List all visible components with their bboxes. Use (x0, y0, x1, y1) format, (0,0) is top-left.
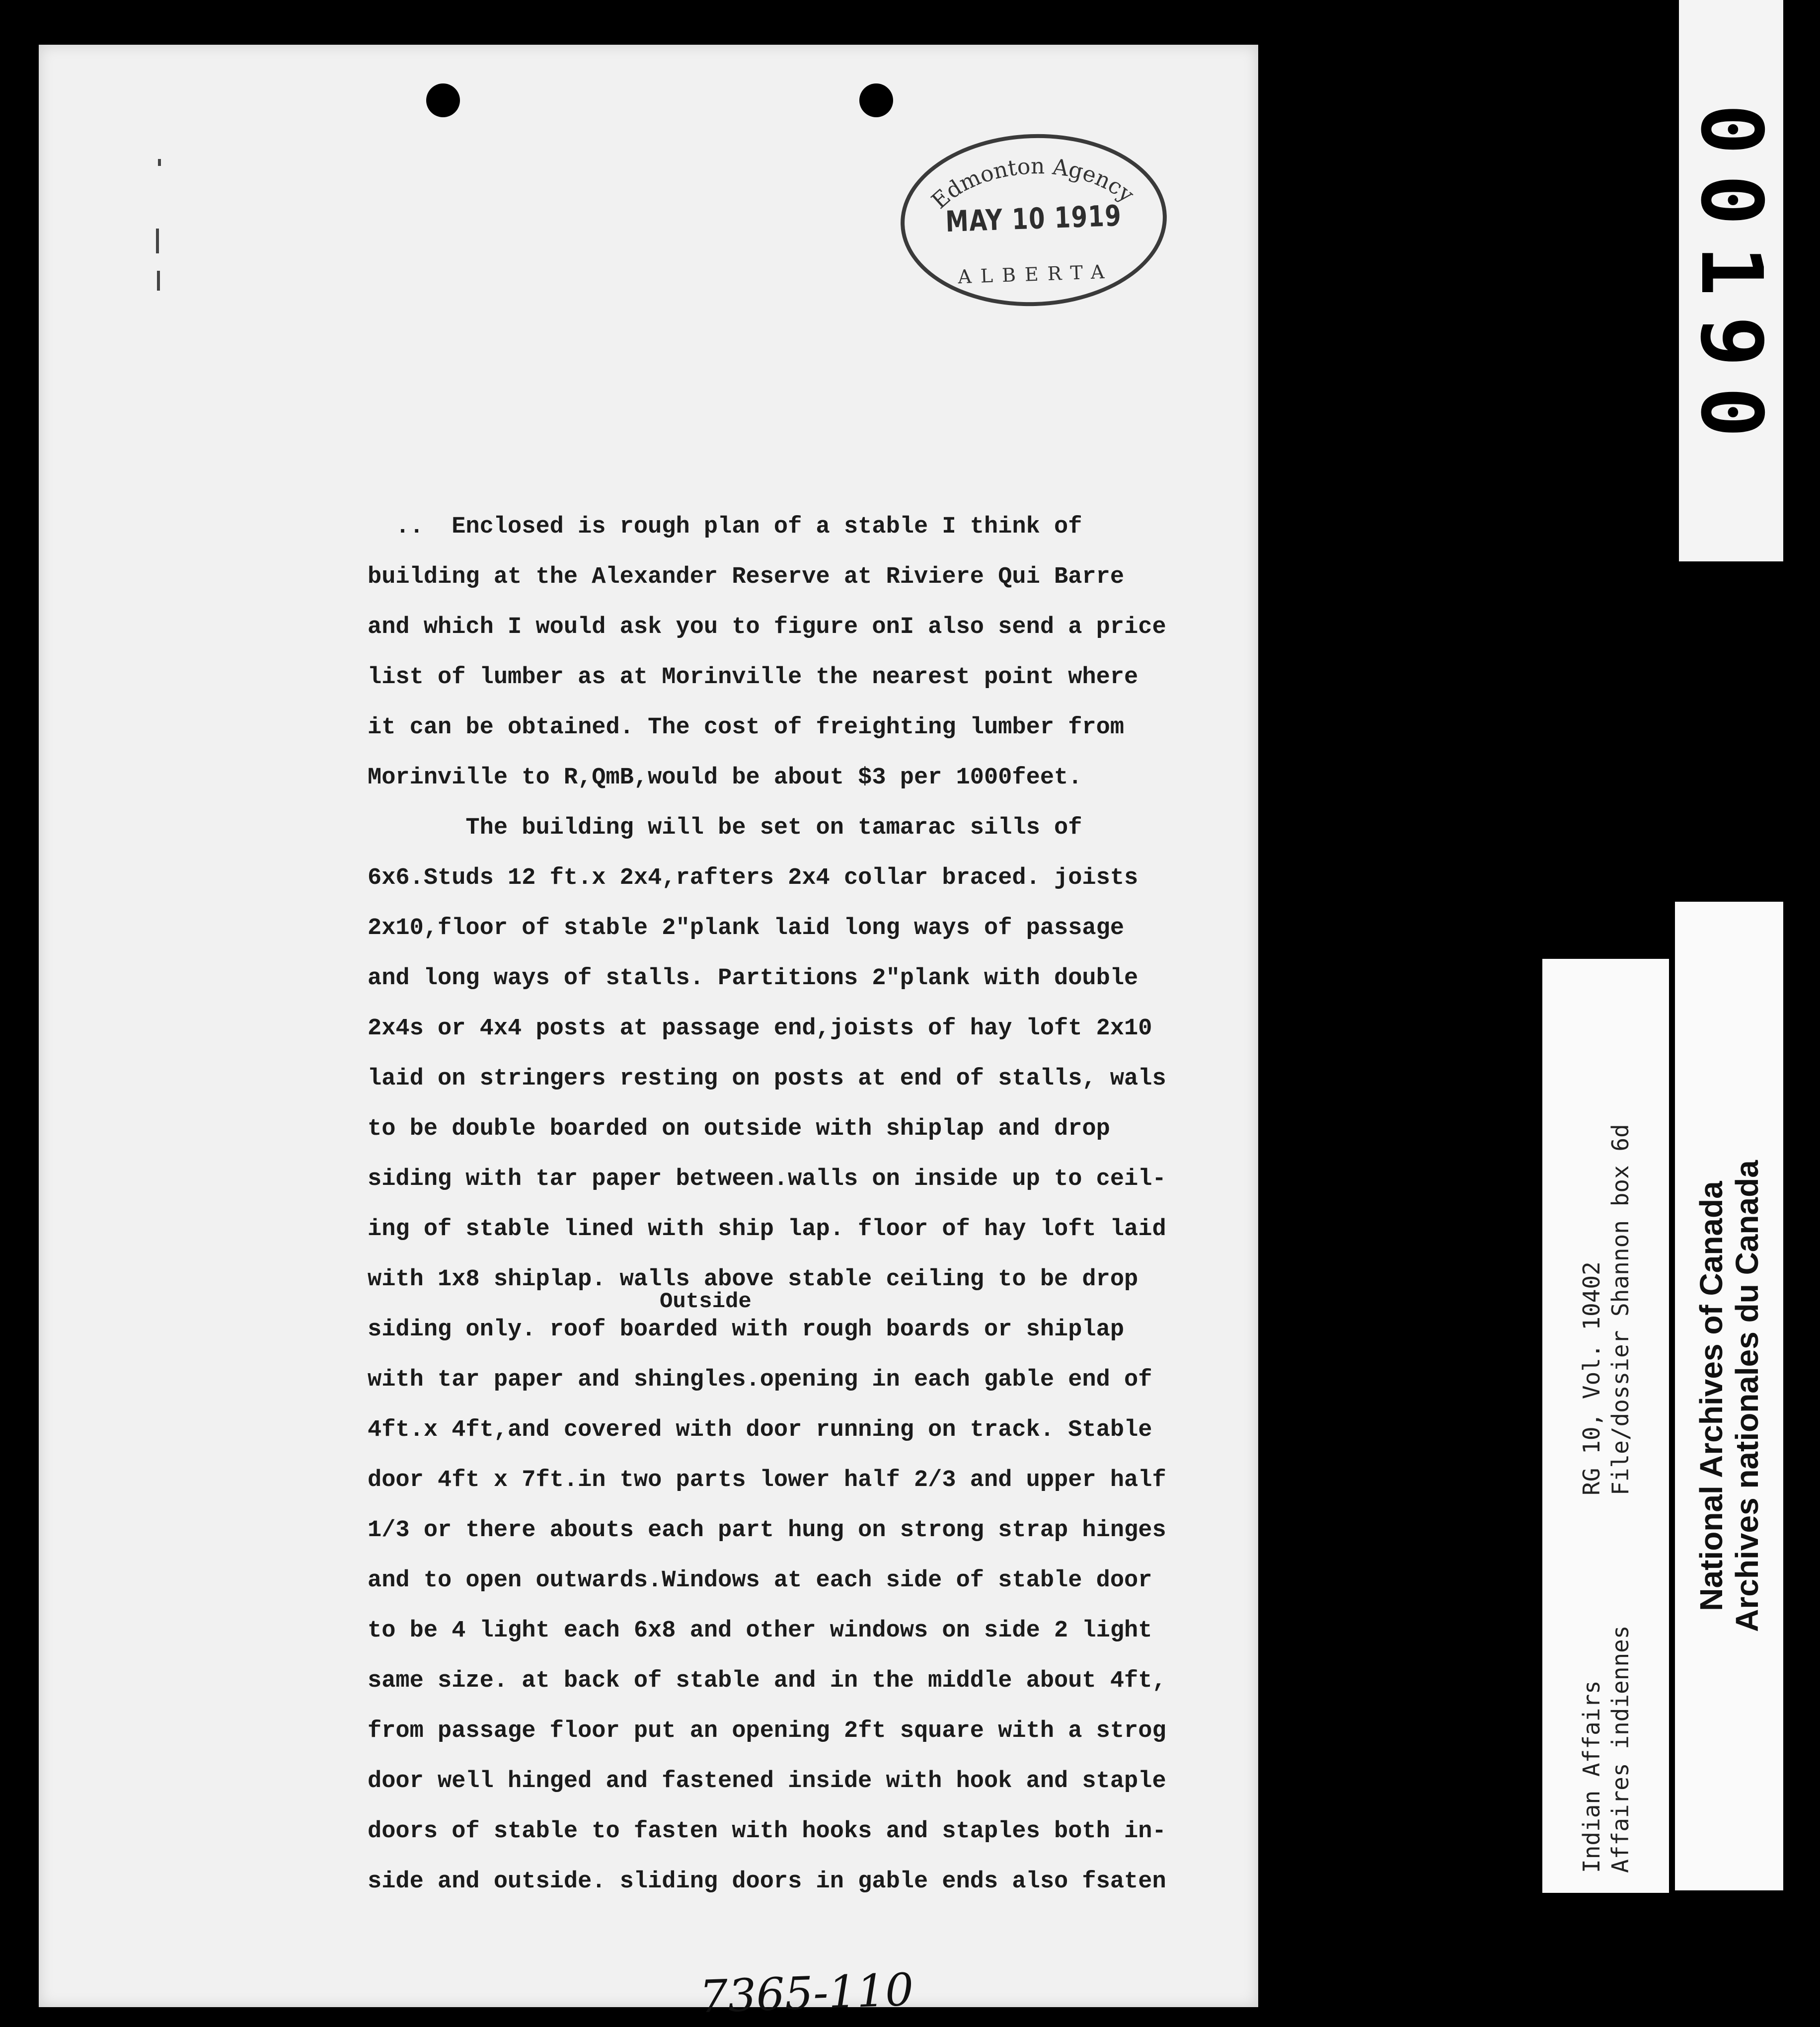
stamp-agency: Edmonton Agency (926, 154, 1139, 214)
letter-line: Morinville to R,QmB,would be about $3 per 1000feet. (368, 765, 1082, 791)
archive-name-en: National Archives of Canada (1693, 1181, 1729, 1611)
letter-line: same size. at back of stable and in the middle about 4ft, (368, 1668, 1166, 1694)
stamp-date: MAY 10 1919 (945, 198, 1123, 239)
letter-line: side and outside. sliding doors in gable ends also fsaten (368, 1869, 1166, 1895)
letter-body (368, 502, 1232, 1907)
letter-line: ing of stable lined with ship lap. floor of hay loft laid (368, 1216, 1166, 1243)
letter-line: door 4ft x 7ft.in two parts lower half 2/3 and upper half (368, 1467, 1166, 1493)
received-stamp (898, 130, 1170, 311)
frame-number-text: 00190 (1682, 104, 1780, 458)
letter-line: doors of stable to fasten with hooks and staples both in- (368, 1818, 1166, 1845)
punch-hole-right (859, 83, 893, 117)
letter-line: with 1x8 shiplap. walls above stable ceiling to be drop (368, 1266, 1138, 1293)
letter-line: laid on stringers resting on posts at end of stalls, wals (368, 1066, 1166, 1092)
inserted-word: Outside (660, 1289, 752, 1314)
reference-card (1542, 959, 1669, 1893)
handwritten-file-number: 7365-110 (698, 1963, 914, 2024)
letter-line: siding with tar paper between.walls on inside up to ceil- (368, 1166, 1166, 1192)
letter-line: to be 4 light each 6x8 and other windows on side 2 light (368, 1618, 1152, 1644)
margin-mark (157, 271, 160, 291)
letter-line: list of lumber as at Morinville the nearest point where (368, 664, 1138, 691)
reference-text (1577, 979, 1635, 1873)
stamp-region: ALBERTA (957, 260, 1114, 288)
letter-line: it can be obtained. The cost of freighting lumber from (368, 714, 1125, 741)
punch-hole-left (426, 83, 460, 117)
letter-line: and which I would ask you to figure onI also send a price (368, 614, 1166, 640)
letter-line: 1/3 or there abouts each part hung on strong strap hinges (368, 1517, 1166, 1544)
margin-mark (158, 159, 161, 166)
letter-line: from passage floor put an opening 2ft square with a strog (368, 1718, 1166, 1744)
department-fr: Affaires indiennes (1607, 1625, 1634, 1873)
letter-line: building at the Alexander Reserve at Riviere Qui Barre (368, 564, 1125, 590)
file-reference: File/dossier Shannon box 6d (1607, 1124, 1634, 1495)
letter-line: 6x6.Studs 12 ft.x 2x4,rafters 2x4 collar braced. joists (368, 865, 1138, 891)
archive-card (1675, 902, 1783, 1890)
letter-line: 2x10,floor of stable 2"plank laid long ways of passage (368, 915, 1125, 941)
letter-line: door well hinged and fastened inside with hook and staple (368, 1768, 1166, 1794)
department-en: Indian Affairs (1578, 1680, 1605, 1873)
letter-line: and to open outwards.Windows at each side of stable door (368, 1567, 1152, 1594)
archive-label (1693, 974, 1765, 1818)
archive-name-fr: Archives nationales du Canada (1729, 1160, 1765, 1632)
margin-mark (156, 229, 159, 253)
letter-line: 2x4s or 4x4 posts at passage end,joists of hay loft 2x10 (368, 1015, 1152, 1042)
microfilm-frame-number (1679, 0, 1783, 561)
record-group: RG 10, Vol. 10402 (1578, 1261, 1605, 1495)
reference-row (1577, 979, 1606, 1873)
letter-line: to be double boarded on outside with shiplap and drop (368, 1116, 1110, 1142)
reference-row (1606, 979, 1635, 1873)
letter-line: The building will be set on tamarac sills of (368, 815, 1082, 841)
letter-line: and long ways of stalls. Partitions 2"plank with double (368, 965, 1138, 992)
letter-line: siding only. roof boarded with rough boards or shiplap (368, 1317, 1125, 1343)
letter-line: .. Enclosed is rough plan of a stable I think of (368, 514, 1082, 540)
letter-line: 4ft.x 4ft,and covered with door running on track. Stable (368, 1417, 1152, 1443)
letter-line: with tar paper and shingles.opening in each gable end of (368, 1367, 1152, 1393)
